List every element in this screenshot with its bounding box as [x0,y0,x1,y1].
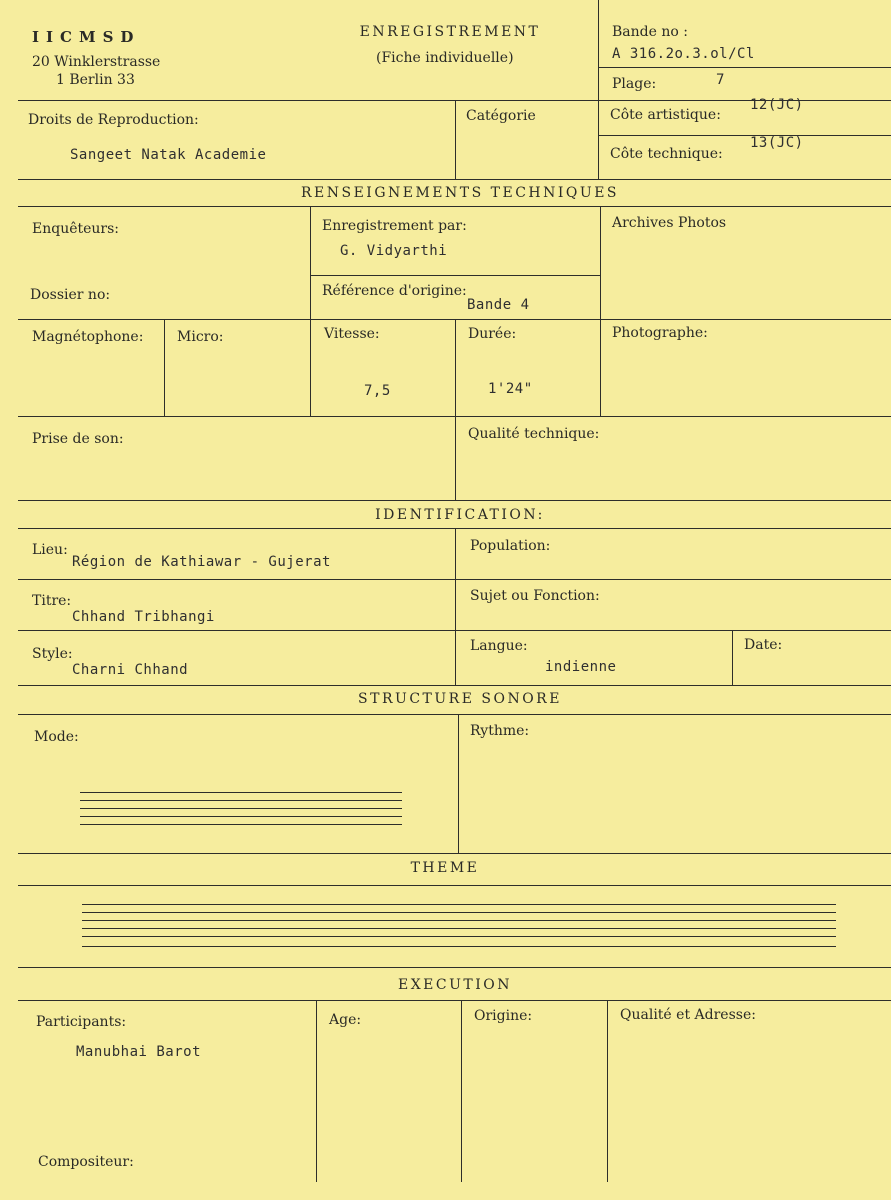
rule-theme-title-bottom [18,885,891,886]
plage-label: Plage: [612,76,657,92]
prise-de-son-label: Prise de son: [32,431,124,447]
participants-value: Manubhai Barot [76,1044,202,1060]
age-label: Age: [329,1012,362,1028]
section-title-structure: STRUCTURE SONORE [358,691,562,707]
enqueteurs-label: Enquêteurs: [32,221,120,237]
origine-label: Origine: [474,1008,533,1024]
rule-tech-bottom [18,500,891,501]
rule-plage-top [598,67,891,68]
rule-v-tech-b [600,206,601,416]
rule-v-header-right [598,0,599,179]
bande-value: A 316.2o.3.ol/Cl [612,46,755,62]
section-title-execution: EXECUTION [397,977,512,993]
style-value: Charni Chhand [72,662,189,678]
magnetophone-label: Magnétophone: [32,329,144,345]
card-title: ENREGISTREMENT [359,24,541,40]
lieu-label: Lieu: [32,542,68,558]
rule-ident-bottom [18,685,891,686]
section-title-theme: THEME [410,860,480,876]
photographe-label: Photographe: [612,325,708,341]
rule-v-duree [455,319,456,416]
cote-technique-value: 13(JC) [750,135,804,151]
compositeur-label: Compositeur: [38,1154,134,1170]
rule-v-date [732,630,733,685]
enregistrement-par-value: G. Vidyarthi [340,243,448,259]
participants-label: Participants: [36,1014,127,1030]
rule-v-rythme [458,714,459,853]
langue-value: indienne [545,659,617,675]
reference-value: Bande 4 [467,297,530,313]
section-title-identification: IDENTIFICATION: [375,507,545,523]
cote-technique-label: Côte technique: [610,146,723,162]
reference-label: Référence d'origine: [322,283,467,299]
titre-value: Chhand Tribhangi [72,609,215,625]
rule-reference-top [311,275,601,276]
population-label: Population: [470,538,551,554]
categorie-label: Catégorie [466,108,536,124]
rule-v-age [316,1000,317,1182]
section-title-technical: RENSEIGNEMENTS TECHNIQUES [300,185,620,201]
droits-label: Droits de Reproduction: [28,112,199,128]
dossier-label: Dossier no: [30,287,111,303]
rythme-label: Rythme: [470,723,530,739]
mode-label: Mode: [34,729,79,745]
address-line2: 1 Berlin 33 [56,72,135,88]
plage-value: 7 [716,72,725,88]
rule-v-tech-a [310,206,311,416]
card-subtitle: (Fiche individuelle) [376,50,514,66]
droits-value: Sangeet Natak Academie [70,147,267,163]
style-label: Style: [32,646,73,662]
vitesse-label: Vitesse: [324,326,380,342]
rule-cote-divider [598,135,891,136]
rule-v-qualite [455,416,456,500]
micro-label: Micro: [177,329,224,345]
rule-tech-title-bottom [18,206,891,207]
qualite-adresse-label: Qualité et Adresse: [620,1007,756,1023]
rule-v-categorie [455,100,456,179]
duree-value: 1'24" [488,381,533,397]
langue-label: Langue: [470,638,528,654]
rule-struct-title-bottom [18,714,891,715]
cote-artistique-label: Côte artistique: [610,107,721,123]
rule-v-origine [461,1000,462,1182]
rule-v-ident [455,528,456,685]
sujet-label: Sujet ou Fonction: [470,588,600,604]
address-line1: 20 Winklerstrasse [32,54,161,70]
qualite-technique-label: Qualité technique: [468,426,600,442]
rule-v-micro [164,319,165,416]
cote-artistique-value: 12(JC) [750,97,804,113]
vitesse-value: 7,5 [364,383,391,399]
lieu-value: Région de Kathiawar - Gujerat [72,554,331,570]
institute-logo: IICMSD [32,28,141,46]
rule-theme-bottom [18,967,891,968]
rule-rights-bottom [18,179,891,180]
titre-label: Titre: [32,593,72,609]
date-label: Date: [744,637,783,653]
bande-label: Bande no : [612,24,688,40]
rule-exec-title-bottom [18,1000,891,1001]
duree-label: Durée: [468,326,517,342]
rule-v-qualite-adresse [607,1000,608,1182]
rule-struct-bottom [18,853,891,854]
enregistrement-par-label: Enregistrement par: [322,218,467,234]
archives-photos-label: Archives Photos [612,215,727,231]
